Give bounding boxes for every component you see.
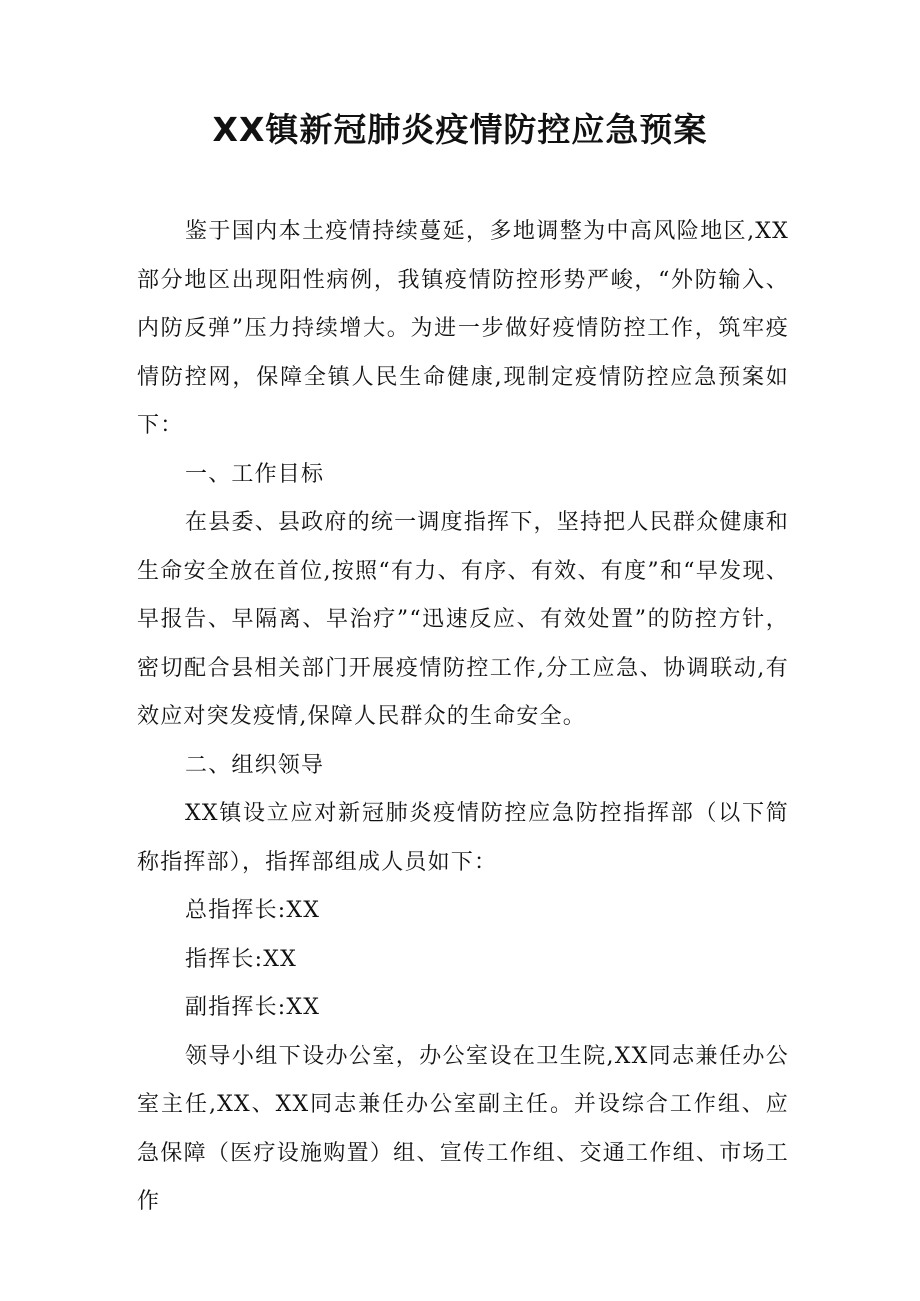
organization-paragraph: XX镇设立应对新冠肺炎疫情防控应急防控指挥部（以下简称指挥部），指挥部组成人员如下： <box>137 801 789 875</box>
intro-paragraph: 鉴于国内本土疫情持续蔓延，多地调整为中高风险地区,XX部分地区出现阳性病例，我镇疫情防控形势严峻，“外防输入、内防反弹”压力持续增大。为进一步做好疫情防控工作，筑牢疫情防控网，保障全镇人民生命健康,现制定疫情防控应急预案如下： <box>137 219 789 438</box>
section-heading-organization: 二、组织领导 <box>185 752 325 778</box>
document-body <box>137 208 789 1227</box>
document-title: XX镇新冠肺炎疫情防控应急预案 <box>212 110 708 149</box>
commander-in-chief-line: 总指挥长:XX <box>185 898 321 923</box>
commander-line: 指挥长:XX <box>185 946 297 972</box>
office-paragraph: 领导小组下设办公室，办公室设在卫生院,XX同志兼任办公室主任,XX、XX同志兼任办公室副主任。并设综合工作组、应急保障（医疗设施购置）组、宣传工作组、交通工作组、市场工作 <box>137 1043 789 1214</box>
deputy-commander-line: 副指挥长:XX <box>185 995 321 1020</box>
section-heading-work-goals: 一、工作目标 <box>185 461 325 487</box>
work-goals-paragraph: 在县委、县政府的统一调度指挥下，坚持把人民群众健康和生命安全放在首位,按照“有力、有序、有效、有度”和“早发现、早报告、早隔离、早治疗”“迅速反应、有效处置”的防控方针，密切配合县相关部门开展疫情防控工作,分工应急、协调联动,有效应对突发疫情,保障人民群众的生命安全。 <box>137 510 789 729</box>
